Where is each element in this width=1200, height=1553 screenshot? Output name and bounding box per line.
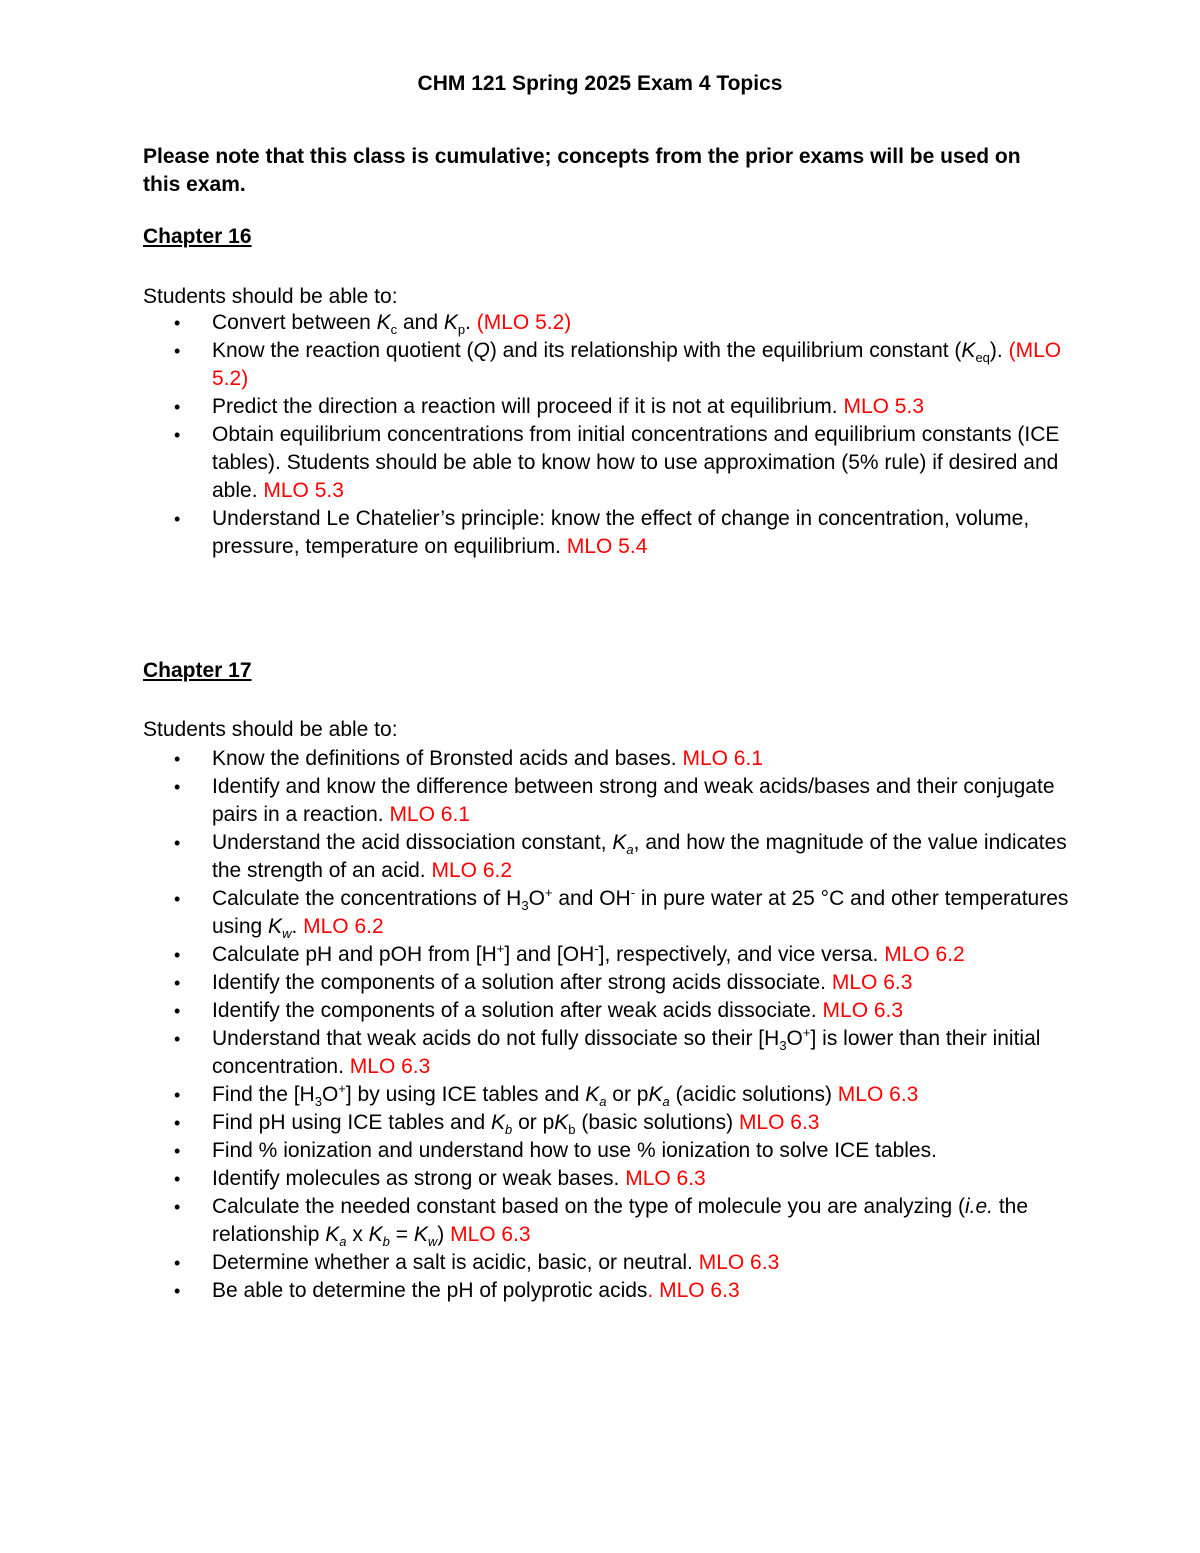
- objective-text: O: [321, 1083, 339, 1106]
- objective-text: +: [338, 1081, 346, 1096]
- bullet-icon: •: [174, 973, 181, 993]
- mlo-reference: MLO 6.3: [822, 999, 904, 1022]
- bullet-icon: •: [174, 833, 181, 853]
- objective-text: (basic solutions): [575, 1111, 739, 1134]
- objective-text: (acidic solutions): [669, 1083, 838, 1106]
- objective-text: a: [339, 1234, 347, 1250]
- mlo-reference: MLO 5.3: [843, 395, 925, 418]
- objective-text: Obtain equilibrium concentrations from initial concentrations and equilibrium constants (ICE tables). Students should be able to know how to use approximation (5% rule) if desired and able.: [212, 423, 1060, 502]
- objective-text: O: [528, 887, 545, 910]
- cumulative-note: Please note that this class is cumulative; concepts from the prior exams will be used on this exam.: [143, 145, 1021, 196]
- objective-text: w: [282, 926, 292, 942]
- objective-text: O: [786, 1027, 803, 1050]
- mlo-reference: MLO 6.2: [884, 943, 965, 966]
- objective-text: +: [496, 941, 505, 956]
- chapter-17-heading: Chapter 17: [143, 659, 252, 682]
- objective-text: ): [437, 1223, 451, 1246]
- chapter-17-intro: Students should be able to:: [143, 718, 398, 741]
- objective-text: +: [544, 885, 553, 900]
- bullet-icon: •: [174, 1197, 181, 1217]
- bullet-icon: •: [174, 1113, 181, 1133]
- objective-text: and OH: [552, 887, 631, 910]
- objective-item: [143, 1081, 1078, 1109]
- objective-text: the relationship: [212, 1195, 1029, 1246]
- bullet-icon: •: [174, 397, 181, 417]
- objective-text: Determine whether a salt is acidic, basic, or neutral.: [212, 1251, 699, 1274]
- objective-text: .: [291, 915, 304, 938]
- objective-text: a: [599, 1094, 607, 1110]
- mlo-reference: (MLO 5.2): [212, 339, 1062, 390]
- objective-item: [143, 309, 1078, 337]
- objective-text: ] and [OH: [504, 943, 595, 966]
- objective-text: Calculate pH and pOH from [H: [212, 943, 497, 966]
- objective-text: Find the [H: [212, 1083, 315, 1106]
- objective-item: [143, 941, 1078, 969]
- objective-text: Understand that weak acids do not fully dissociate so their [H: [212, 1027, 780, 1050]
- objective-text: K: [413, 1223, 428, 1246]
- mlo-reference: MLO 6.2: [431, 859, 513, 882]
- objective-text: or p: [512, 1111, 555, 1134]
- mlo-reference: MLO 6.3: [698, 1251, 780, 1274]
- objective-text: b: [568, 1122, 576, 1138]
- mlo-reference: MLO 6.3: [831, 971, 913, 994]
- objective-text: Identify molecules as strong or weak bases.: [212, 1167, 626, 1190]
- objective-text: K: [443, 311, 458, 334]
- objective-text: 3: [521, 898, 529, 914]
- objective-text: a: [626, 842, 634, 858]
- bullet-icon: •: [174, 1001, 181, 1021]
- objective-text: ) and its relationship with the equilibrium constant (: [489, 339, 962, 362]
- objective-text: Identify the components of a solution after weak acids dissociate.: [212, 999, 823, 1022]
- bullet-icon: •: [174, 1253, 181, 1273]
- objective-text: Q: [473, 339, 490, 362]
- objective-text: ).: [989, 339, 1009, 362]
- chapter-17-objectives: [143, 745, 1078, 1305]
- mlo-reference: MLO 6.3: [625, 1167, 706, 1190]
- objective-text: K: [491, 1111, 506, 1134]
- bullet-icon: •: [174, 945, 181, 965]
- objective-text: K: [961, 339, 976, 362]
- objective-text: 3: [779, 1038, 787, 1054]
- objective-text: .: [465, 311, 477, 334]
- objective-text: Calculate the needed constant based on the type of molecule you are analyzing (: [212, 1195, 965, 1218]
- mlo-reference: MLO 6.3: [837, 1083, 919, 1106]
- chapter-16-objectives: [143, 309, 1078, 561]
- chapter-16-intro: Students should be able to:: [143, 285, 398, 308]
- objective-text: ] by using ICE tables and: [345, 1083, 586, 1106]
- objective-text: =: [389, 1223, 414, 1246]
- mlo-reference: MLO 6.1: [682, 747, 764, 770]
- objective-item: [143, 505, 1078, 561]
- mlo-reference: . MLO 6.3: [647, 1279, 740, 1302]
- objective-text: Be able to determine the pH of polyprotic acids: [212, 1279, 648, 1302]
- objective-item: [143, 1025, 1078, 1081]
- mlo-reference: MLO 5.4: [566, 535, 648, 558]
- objective-text: Know the definitions of Bronsted acids and bases.: [212, 747, 683, 770]
- objective-text: Understand Le Chatelier’s principle: know the effect of change in concentration, volume, pressure, temperature on equilibrium.: [212, 507, 1030, 558]
- objective-text: i.e.: [965, 1195, 994, 1218]
- objective-item: [143, 885, 1078, 941]
- objective-text: Find pH using ICE tables and: [212, 1111, 491, 1134]
- bullet-icon: •: [174, 749, 181, 769]
- objective-text: K: [585, 1083, 600, 1106]
- objective-item: [143, 421, 1078, 505]
- objective-item: [143, 393, 1078, 421]
- objective-item: [143, 1249, 1078, 1277]
- objective-text: Understand the acid dissociation constant,: [212, 831, 613, 854]
- objective-text: K: [368, 1223, 383, 1246]
- objective-item: [143, 1193, 1078, 1249]
- bullet-icon: •: [174, 1029, 181, 1049]
- mlo-reference: MLO 5.3: [263, 479, 344, 502]
- objective-text: Find % ionization and understand how to use % ionization to solve ICE tables.: [212, 1139, 937, 1162]
- objective-text: or p: [606, 1083, 649, 1106]
- objective-text: -: [630, 885, 636, 900]
- objective-item: [143, 773, 1078, 829]
- bullet-icon: •: [174, 1281, 181, 1301]
- chapter-16-heading: Chapter 16: [143, 225, 252, 248]
- objective-text: a: [662, 1094, 670, 1110]
- objective-text: K: [554, 1111, 569, 1134]
- mlo-reference: MLO 6.3: [738, 1111, 820, 1134]
- objective-text: in pure water at 25 °C and other temperatures using: [212, 887, 1069, 938]
- mlo-reference: MLO 6.3: [349, 1055, 431, 1078]
- bullet-icon: •: [174, 889, 181, 909]
- objective-text: x: [346, 1223, 369, 1246]
- objective-item: [143, 969, 1078, 997]
- bullet-icon: •: [174, 509, 181, 529]
- objective-text: c: [390, 322, 398, 338]
- objective-text: Identify the components of a solution after strong acids dissociate.: [212, 971, 832, 994]
- mlo-reference: (MLO 5.2): [476, 311, 572, 334]
- objective-text: eq: [975, 350, 990, 366]
- page-title: CHM 121 Spring 2025 Exam 4 Topics: [417, 72, 783, 95]
- objective-text: and: [397, 311, 444, 334]
- bullet-icon: •: [174, 313, 181, 333]
- objective-text: ] is lower than their initial concentration.: [212, 1027, 1041, 1078]
- objective-text: K: [612, 831, 627, 854]
- objective-item: [143, 1109, 1078, 1137]
- objective-text: -: [594, 941, 599, 956]
- objective-text: ], respectively, and vice versa.: [598, 943, 885, 966]
- objective-text: w: [427, 1234, 438, 1250]
- objective-item: [143, 1137, 1078, 1165]
- objective-item: [143, 1277, 1078, 1305]
- objective-text: K: [648, 1083, 663, 1106]
- objective-text: K: [376, 311, 391, 334]
- objective-item: [143, 1165, 1078, 1193]
- objective-text: p: [457, 322, 466, 338]
- bullet-icon: •: [174, 1141, 181, 1161]
- objective-text: 3: [314, 1094, 322, 1110]
- bullet-icon: •: [174, 1085, 181, 1105]
- objective-item: [143, 997, 1078, 1025]
- objective-item: [143, 829, 1078, 885]
- objective-text: Convert between: [212, 311, 377, 334]
- objective-text: b: [382, 1234, 390, 1250]
- objective-text: Calculate the concentrations of H: [212, 887, 522, 910]
- bullet-icon: •: [174, 1169, 181, 1189]
- bullet-icon: •: [174, 425, 181, 445]
- bullet-icon: •: [174, 777, 181, 797]
- mlo-reference: MLO 6.2: [303, 915, 384, 938]
- objective-text: +: [802, 1025, 811, 1040]
- objective-text: Identify and know the difference between strong and weak acids/bases and their conjugate pairs in a reaction.: [212, 775, 1055, 826]
- mlo-reference: MLO 6.3: [450, 1223, 531, 1246]
- objective-text: K: [268, 915, 283, 938]
- mlo-reference: MLO 6.1: [389, 803, 470, 826]
- objective-text: , and how the magnitude of the value indicates the strength of an acid.: [212, 831, 1067, 882]
- objective-text: b: [505, 1122, 513, 1138]
- objective-item: [143, 337, 1078, 393]
- bullet-icon: •: [174, 341, 181, 361]
- objective-text: Know the reaction quotient (: [212, 339, 474, 362]
- objective-item: [143, 745, 1078, 773]
- objective-text: K: [325, 1223, 340, 1246]
- objective-text: Predict the direction a reaction will proceed if it is not at equilibrium.: [212, 395, 844, 418]
